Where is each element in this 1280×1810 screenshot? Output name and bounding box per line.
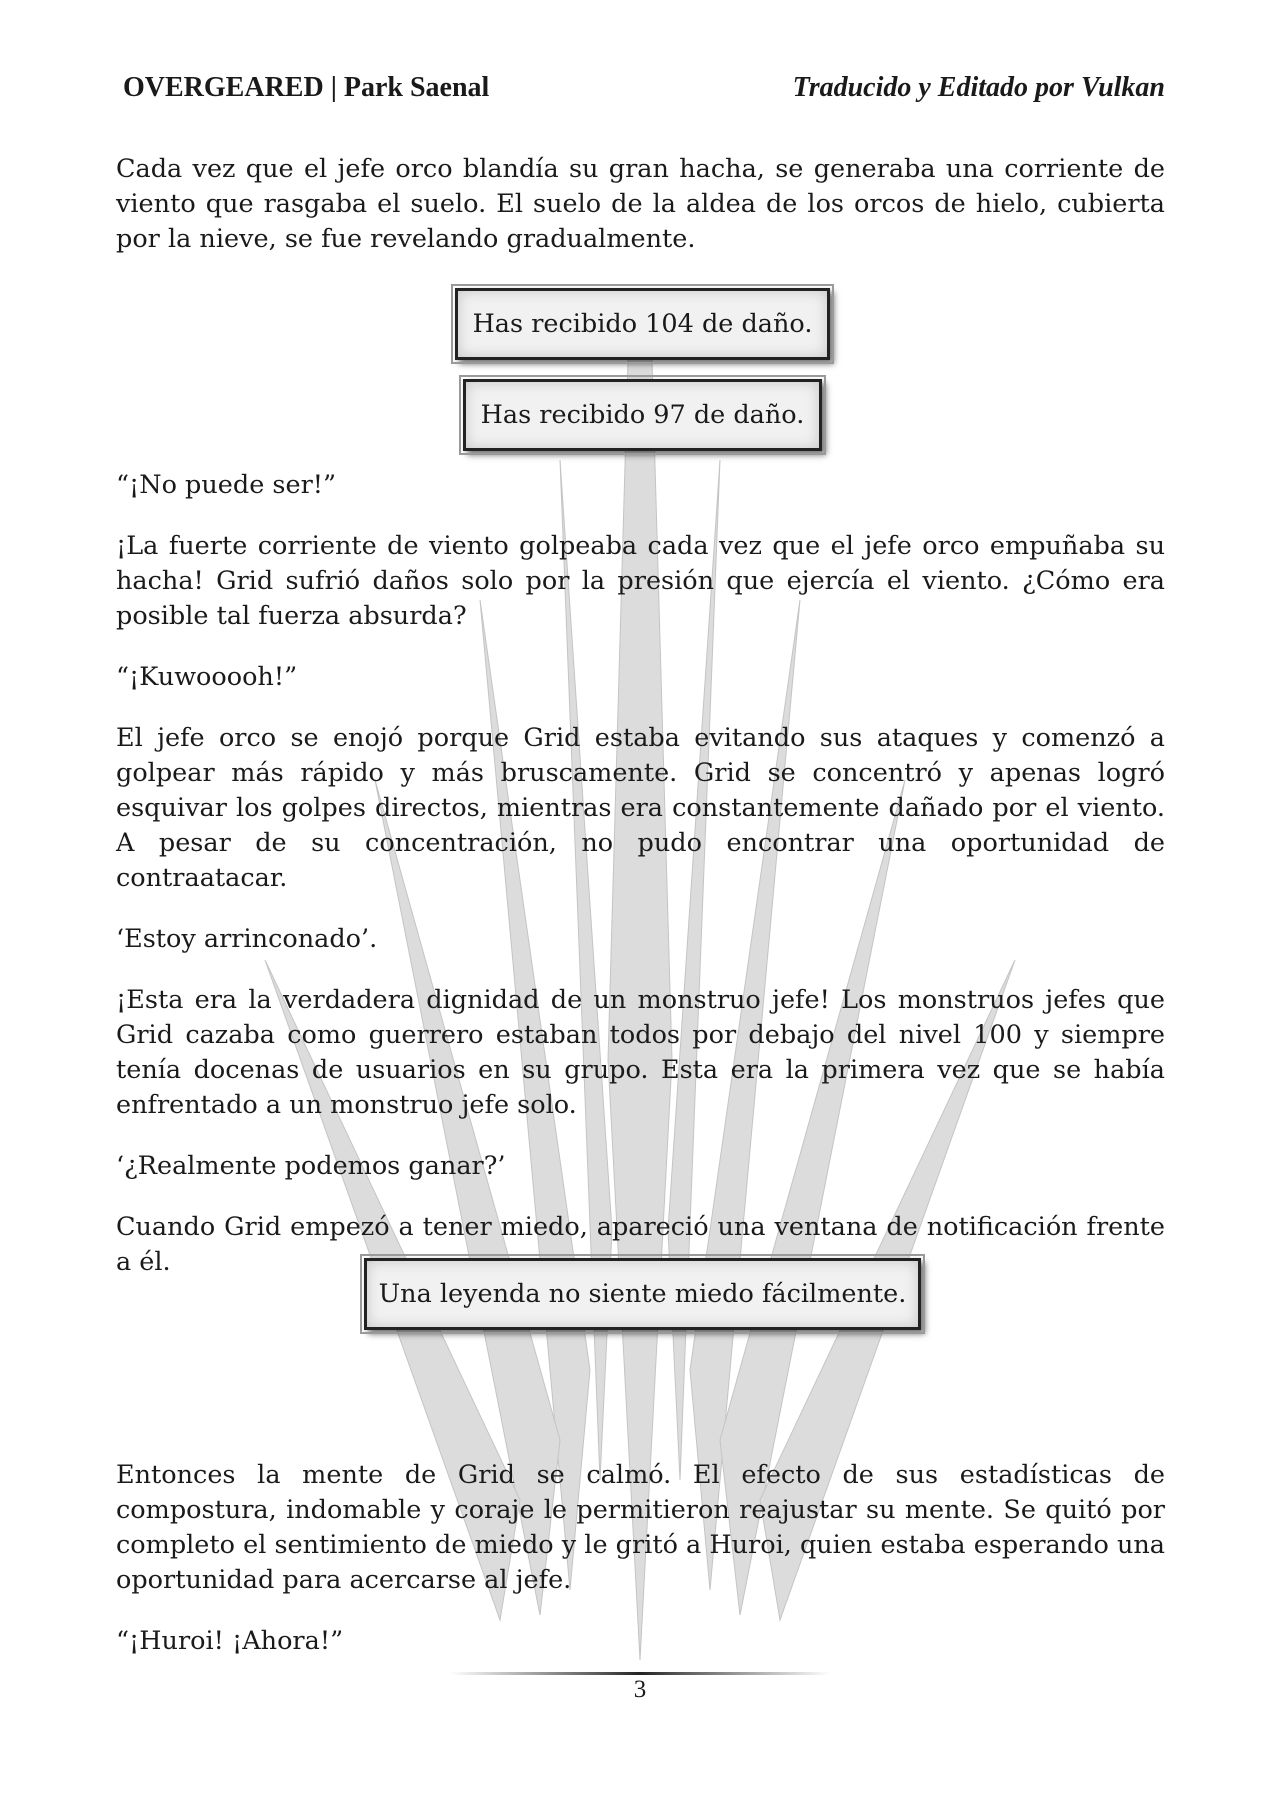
damage-notification-2 xyxy=(463,379,822,451)
header-book-title: OVERGEARED | Park Saenal xyxy=(123,72,490,103)
paragraph-11: “¡Huroi! ¡Ahora!” xyxy=(116,1626,344,1656)
legend-notification xyxy=(364,1258,921,1330)
paragraph-4: “¡Kuwooooh!” xyxy=(116,662,298,692)
paragraph-7: ¡Esta era la verdadera dignidad de un monstruo jefe! Los monstruos jefes que Grid cazaba como guerrero estaban todos por debajo del nivel 100 y siempre tenía docenas de usuarios en su grupo. Esta era la primera vez que se había enfrentado a un monstruo jefe solo. xyxy=(116,985,1165,1120)
paragraph-2: “¡No puede ser!” xyxy=(116,470,337,500)
paragraph-6: ‘Estoy arrinconado’. xyxy=(116,924,378,954)
page-number: 3 xyxy=(633,1676,647,1703)
damage-notification-1 xyxy=(455,288,830,360)
legend-notification-text: Una leyenda no siente miedo fácilmente. xyxy=(378,1279,907,1309)
paragraph-5: El jefe orco se enojó porque Grid estaba evitando sus ataques y comenzó a golpear más rápido y más bruscamente. Grid se concentró y apenas logró esquivar los golpes directos, mientras era constantemente dañado por el viento. A pesar de su concentración, no pudo encontrar una oportunidad de contraatacar. xyxy=(116,723,1165,893)
footer-divider xyxy=(450,1672,830,1675)
page-header xyxy=(123,72,1165,112)
paragraph-10: Entonces la mente de Grid se calmó. El efecto de sus estadísticas de compostura, indomable y coraje le permitieron reajustar su mente. Se quitó por completo el sentimiento de miedo y le gritó a Huroi, quien estaba esperando una oportunidad para acercarse al jefe. xyxy=(116,1460,1165,1595)
paragraph-8: ‘¿Realmente podemos ganar?’ xyxy=(116,1151,506,1181)
paragraph-9: Cuando Grid empezó a tener miedo, apareció una ventana de notificación frente a él. xyxy=(116,1212,1165,1277)
header-translator-credit: Traducido y Editado por Vulkan xyxy=(792,72,1165,103)
damage-notification-2-text: Has recibido 97 de daño. xyxy=(480,400,805,430)
paragraph-1: Cada vez que el jefe orco blandía su gran hacha, se generaba una corriente de viento que rasgaba el suelo. El suelo de la aldea de los orcos de hielo, cubierta por la nieve, se fue revelando gradualmente. xyxy=(116,154,1165,254)
damage-notification-1-text: Has recibido 104 de daño. xyxy=(472,309,813,339)
paragraph-3: ¡La fuerte corriente de viento golpeaba cada vez que el jefe orco empuñaba su hacha! Grid sufrió daños solo por la presión que ejercía el viento. ¿Cómo era posible tal fuerza absurda? xyxy=(116,531,1165,631)
